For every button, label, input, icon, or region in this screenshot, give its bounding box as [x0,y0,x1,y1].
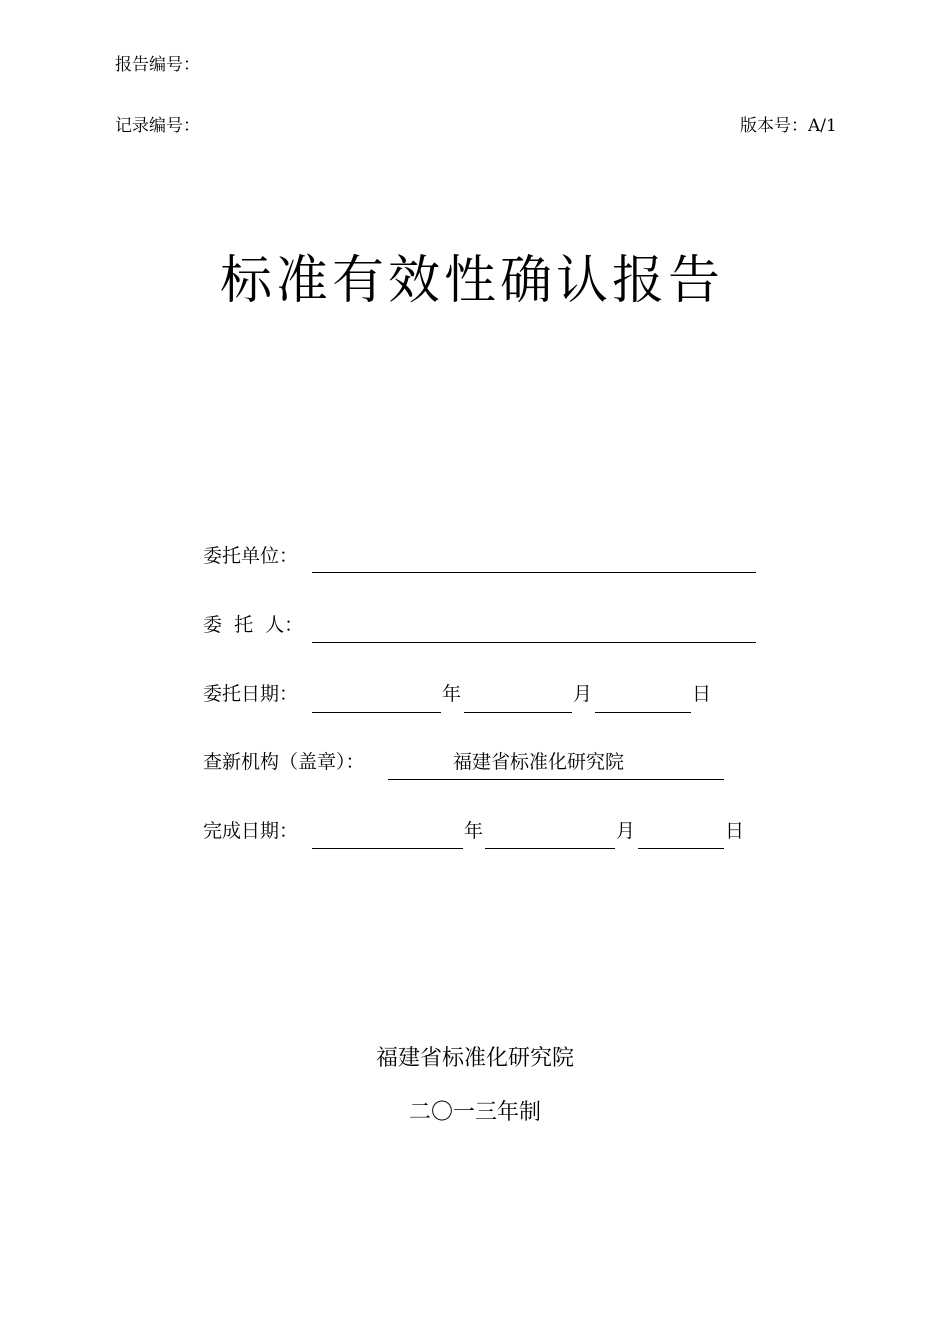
record-number-label: 记录编号： [115,116,200,136]
commission-month-unit: 月 [573,683,593,705]
footer-organization: 福建省标准化研究院 [375,1046,574,1071]
completion-month-field-line [485,848,615,849]
institution-value: 福建省标准化研究院 [453,751,625,773]
completion-year-unit: 年 [464,820,484,842]
institution-label: 查新机构（盖章）： [203,751,365,773]
report-number-label: 报告编号： [115,55,200,75]
footer-year-made: 二〇一三年制 [408,1100,541,1125]
institution-field-line [388,779,724,780]
document-title: 标准有效性确认报告 [220,251,725,311]
client-unit-field-line [312,572,756,573]
commission-month-field-line [464,712,572,713]
commission-day-unit: 日 [692,683,712,705]
version-label: 版本号：A/1 [740,116,837,136]
commission-year-unit: 年 [442,683,462,705]
commission-year-field-line [312,712,441,713]
completion-day-field-line [638,848,724,849]
client-unit-label: 委托单位： [203,545,299,567]
completion-year-field-line [312,848,463,849]
client-field-line [312,642,756,643]
commission-date-label: 委托日期： [203,683,299,705]
client-label: 委 托 人： [203,614,304,636]
commission-day-field-line [595,712,691,713]
completion-date-label: 完成日期： [203,820,299,842]
completion-day-unit: 日 [725,820,745,842]
completion-month-unit: 月 [616,820,636,842]
